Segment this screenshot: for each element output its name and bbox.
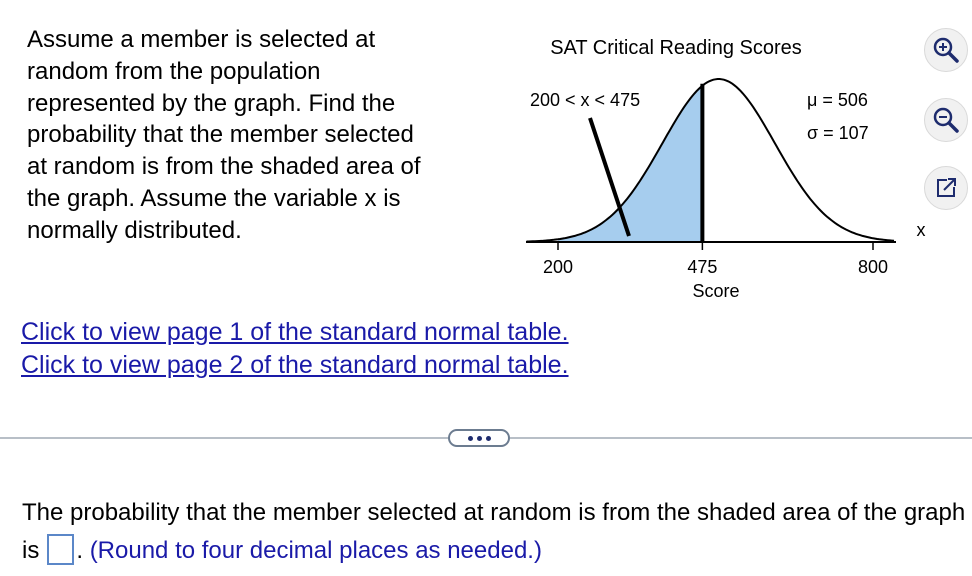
mu-label: μ = 506	[807, 90, 868, 110]
x-axis-label: Score	[692, 281, 740, 301]
zoom-in-button[interactable]	[924, 28, 968, 72]
more-options-button[interactable]	[448, 429, 510, 447]
sigma-label: σ = 107	[807, 123, 869, 143]
tick-label-475: 475	[687, 257, 718, 277]
rounding-hint: (Round to four decimal places as needed.)	[89, 537, 542, 564]
normal-distribution-graph	[520, 28, 926, 308]
answer-statement	[22, 494, 972, 570]
zoom-out-button[interactable]	[924, 98, 968, 142]
answer-input-box[interactable]	[47, 534, 74, 565]
interval-label: 200 < x < 475	[530, 90, 641, 110]
zoom-in-icon	[932, 36, 960, 64]
tick-label-800: 800	[857, 257, 889, 277]
popout-icon	[934, 176, 958, 200]
graph-title: SAT Critical Reading Scores	[550, 37, 802, 59]
popout-button[interactable]	[924, 166, 968, 210]
x-variable-label: x	[916, 220, 926, 240]
question-text: Assume a member is selected at random from the population represented by the graph. Find the probability that the member selected at random is from the shaded area of the graph. Assume the variable x is normally distributed.	[27, 26, 421, 244]
divider-right	[510, 437, 972, 439]
zoom-out-icon	[932, 106, 960, 134]
ellipsis-dot	[468, 436, 473, 441]
answer-suffix: .	[76, 537, 84, 564]
link-table-page-2[interactable]: Click to view page 2 of the standard normal table.	[21, 351, 569, 379]
tick-label-200: 200	[542, 257, 574, 277]
ellipsis-dot	[477, 436, 482, 441]
divider-left	[0, 437, 450, 439]
table-links	[21, 316, 569, 382]
link-table-page-1[interactable]: Click to view page 1 of the standard normal table.	[21, 318, 569, 346]
answer-prefix: The probability that the member selected at random is from the shaded area of the graph is	[22, 499, 966, 564]
ellipsis-dot	[486, 436, 491, 441]
